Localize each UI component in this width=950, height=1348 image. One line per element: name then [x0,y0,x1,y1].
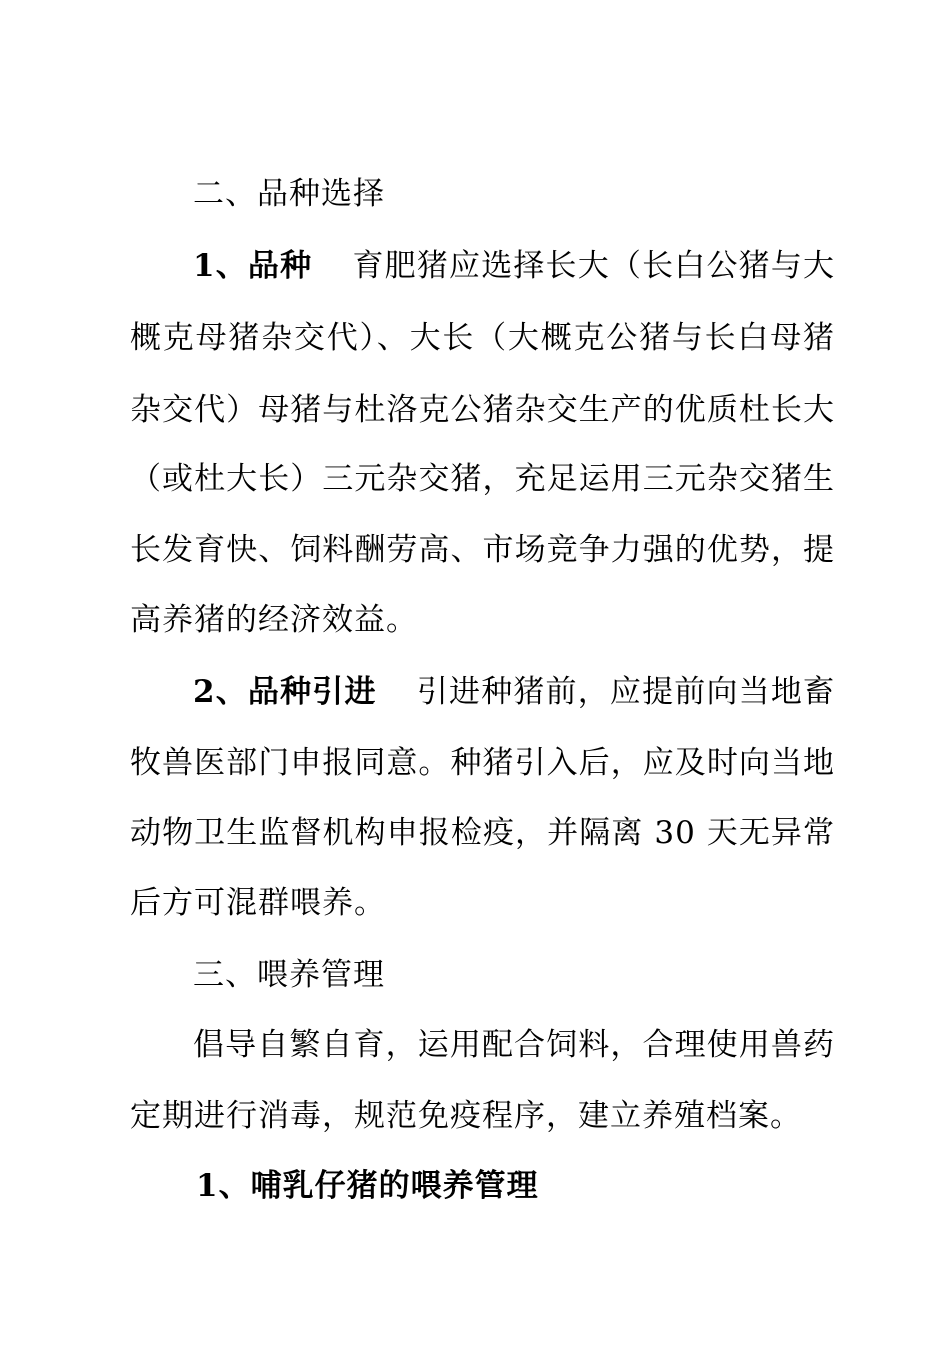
paragraph-introduction-line-2: 牧兽医部门申报同意。种猪引入后，应及时向当地 [130,745,835,781]
paragraph-feeding-line-1: 倡导自繁自育，运用配合饲料，合理使用兽药 [193,1027,835,1063]
section-heading-variety-selection: 二、品种选择 [193,176,385,212]
paragraph-variety-line-1 [193,246,835,286]
item-label-variety: 1、品种 [193,248,313,284]
paragraph-text: 育肥猪应选择长大（长白公猪与大 [352,248,835,284]
item-label-introduction: 2、品种引进 [193,674,377,710]
paragraph-text: 引进种猪前，应提前向当地畜 [416,674,835,710]
paragraph-variety-line-3: 杂交代）母猪与杜洛克公猪杂交生产的优质杜长大 [130,392,835,428]
paragraph-variety-line-4: （或杜大长）三元杂交猪，充足运用三元杂交猪生 [130,461,835,497]
section-heading-feeding-management: 三、喂养管理 [193,957,385,993]
subheading-suckling-piglets: 1、哺乳仔猪的喂养管理 [196,1168,539,1204]
paragraph-variety-line-2: 概克母猪杂交代）、大长（大概克公猪与长白母猪 [130,320,835,356]
paragraph-variety-line-5: 长发育快、饲料酬劳高、市场竞争力强的优势，提 [130,532,835,568]
paragraph-variety-line-6: 高养猪的经济效益。 [130,602,418,638]
paragraph-feeding-line-2: 定期进行消毒，规范免疫程序，建立养殖档案。 [130,1098,802,1134]
paragraph-introduction-line-4: 后方可混群喂养。 [130,885,386,921]
paragraph-introduction-line-1 [193,672,835,712]
paragraph-introduction-line-3: 动物卫生监督机构申报检疫，并隔离 30 天无异常 [130,815,835,851]
